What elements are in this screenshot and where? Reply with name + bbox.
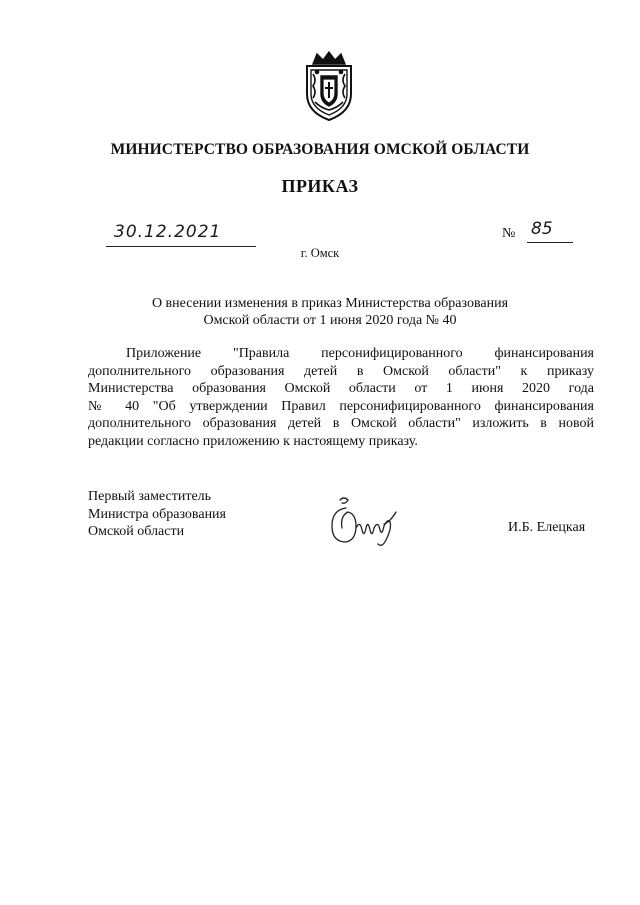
body-line: дополнительного образования детей в Омской области" изложить в новой [88,416,594,432]
body-line: Приложение "Правила персонифицированного финансирования [126,346,594,361]
document-number: 85 [531,219,553,239]
body-line: редакции согласно приложению к настоящему приказу. [88,433,418,449]
document-title [60,295,600,329]
number-field [527,219,573,243]
date-field [106,224,256,247]
city: г. Омск [300,246,340,260]
document-type: ПРИКАЗ [281,176,359,196]
signer-position-line: Омской области [88,524,185,540]
number-label: № [502,226,516,241]
body-line: № 40 "Об утверждении Правил персонифицированного финансирования [88,398,594,414]
signer-name: И.Б. Елецкая [508,520,586,535]
body-paragraph [88,345,594,451]
coat-of-arms-icon [299,50,359,122]
title-line: О внесении изменения в приказ Министерства образования [151,296,509,311]
title-line: Омской области от 1 июня 2020 года № 40 [203,313,457,328]
ministry-name: МИНИСТЕРСТВО ОБРАЗОВАНИЯ ОМСКОЙ ОБЛАСТИ [110,141,530,158]
signer-position-line: Министра образования [88,506,226,522]
document-date: 30.12.2021 [114,222,222,242]
signer-position [88,488,226,541]
body-line: дополнительного образования детей в Омской области" к приказу [88,363,594,379]
body-line: Министерства образования Омской области от 1 июня 2020 года [88,381,594,397]
handwritten-signature-icon [326,494,402,550]
signer-position-line: Первый заместитель [88,489,212,504]
